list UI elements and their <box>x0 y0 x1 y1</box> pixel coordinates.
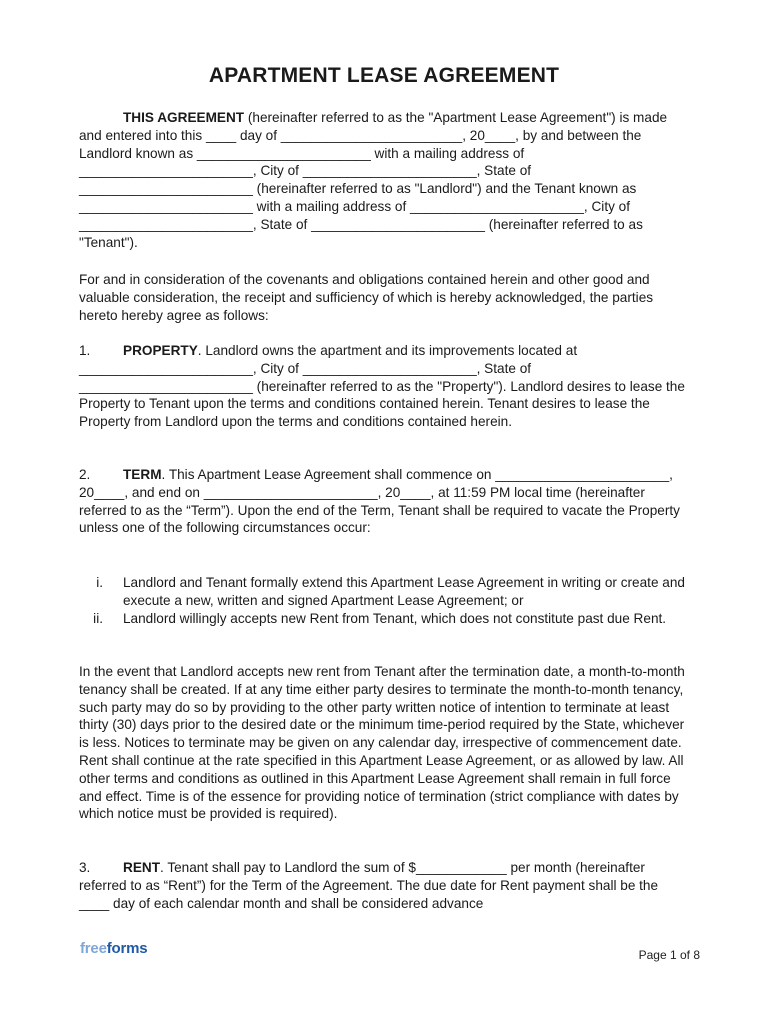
section-text: . Landlord owns the apartment and its improvements located at _______________________, City of _______________________, State of _______________________ (hereinafter referred to as the "Property"). Landlord desires to lease the Property to Tenant upon the terms and conditions contained herein. Tenant desires to lease the Property from Landlord upon the terms and conditions contained herein. <box>79 343 685 430</box>
section-heading: TERM <box>123 467 162 482</box>
term-conditions-list <box>79 574 689 627</box>
intro-text: (hereinafter referred to as the "Apartment Lease Agreement") is made and entered into this ____ day of ________________________, 20____, by and between the Landlord known as _______________________ with a mailing address of _______________________, City of _______________________, State of _______________________ (hereinafter referred to as "Landlord") and the Tenant known as _______________________ with a mailing address of _______________________, City of _______________________, State of _______________________ (hereinafter referred to as "Tenant"). <box>79 110 668 250</box>
list-marker: i. <box>96 575 103 590</box>
intro-lead: THIS AGREEMENT <box>123 110 245 125</box>
holdover-text: In the event that Landlord accepts new rent from Tenant after the termination date, a month-to-month tenancy shall be created. If at any time either party desires to terminate the month-to-month tenancy, such party may do so by providing to the other party written notice of intention to terminate at least thirty (30) days prior to the desired date or the minimum time-period required by the State, whichever is less. Notices to terminate may be given on any calendar day, irrespective of commencement date. Rent shall continue at the rate specified in this Apartment Lease Agreement, or as allowed by law. All other terms and conditions as outlined in this Apartment Lease Agreement shall remain in full force and effect. Time is of the essence for providing notice of termination (strict compliance with dates by which notice must be provided is required). <box>79 664 685 822</box>
consideration-paragraph <box>79 271 689 324</box>
page-number: Page 1 of 8 <box>638 948 700 962</box>
document-title: APARTMENT LEASE AGREEMENT <box>208 64 560 87</box>
list-item-text: Landlord willingly accepts new Rent from Tenant, which does not constitute past due Rent. <box>123 610 667 626</box>
list-marker: ii. <box>93 610 103 626</box>
freeforms-logo[interactable] <box>80 940 147 957</box>
section-heading: PROPERTY <box>123 343 198 358</box>
holdover-paragraph <box>79 663 689 823</box>
section-heading: RENT <box>123 860 161 875</box>
list-item-text: Landlord and Tenant formally extend this Apartment Lease Agreement in writing or create and execute a new, written and signed Apartment Lease Agreement; or <box>123 575 685 608</box>
section-rent <box>79 859 689 912</box>
section-number: 3. <box>79 860 91 875</box>
section-text: . This Apartment Lease Agreement shall commence on _______________________, 20____, and end on _______________________, 20____, at 11:59 PM local time (hereinafter referred to as the “Term”). Upon the end of the Term, Tenant shall be required to vacate the Property unless one of the following circumstances occur: <box>79 467 680 536</box>
list-item <box>79 610 689 628</box>
intro-paragraph <box>79 109 689 251</box>
list-item <box>79 574 689 610</box>
section-property <box>79 342 689 431</box>
section-number: 2. <box>79 467 91 482</box>
section-term <box>79 466 689 537</box>
section-text: . Tenant shall pay to Landlord the sum of $____________ per month (hereinafter referred to as “Rent”) for the Term of the Agreement. The due date for Rent payment shall be the ____ day of each calendar month and shall be considered advance <box>79 860 659 911</box>
section-number: 1. <box>79 343 91 358</box>
logo-free-text: free <box>80 940 107 957</box>
logo-forms-text: forms <box>106 940 148 957</box>
consideration-text: For and in consideration of the covenants and obligations contained herein and other good and valuable consideration, the receipt and sufficiency of which is hereby acknowledged, the parties hereto hereby agree as follows: <box>79 272 654 323</box>
